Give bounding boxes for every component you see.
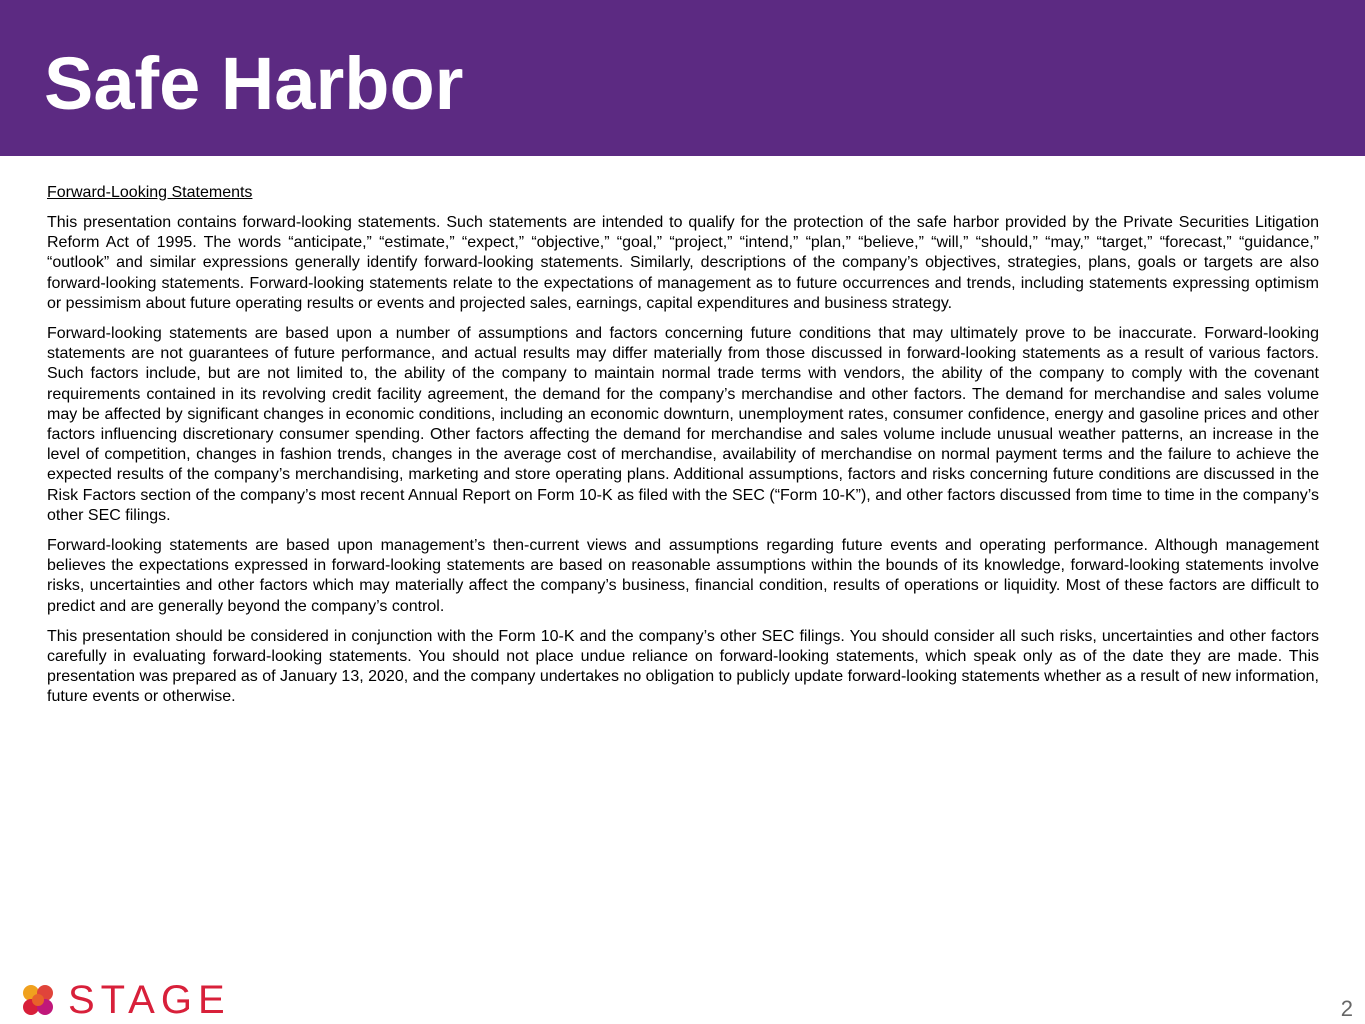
paragraph-2: Forward-looking statements are based upon a number of assumptions and factors concerning future conditions that may ultimately prove to be inaccurate. Forward-looking statements are not guarantees of future performance, and actual results may differ materially from those discussed in forward-looking statements as a result of various factors. Such factors include, but are not limited to, the ability of the company to maintain normal trade terms with vendors, the ability of the company to comply with the covenant requirements contained in its revolving credit facility agreement, the demand for the company’s merchandise and other factors. The demand for merchandise and sales volume may be affected by significant changes in economic conditions, including an economic downturn, unemployment rates, consumer confidence, energy and gasoline prices and other factors influencing discretionary consumer spending. Other factors affecting the demand for merchandise and sales volume include unusual weather patterns, an increase in the level of competition, changes in fashion trends, changes in the average cost of merchandise, availability of merchandise on normal payment terms and the failure to achieve the expected results of the company’s merchandising, marketing and store operating plans. Additional assumptions, factors and risks concerning future conditions are discussed in the Risk Factors section of the company’s most recent Annual Report on Form 10-K as filed with the SEC (“Form 10-K”), and other factors discussed from time to time in the company’s other SEC filings. — [47, 325, 1319, 524]
content-body — [47, 183, 1319, 718]
paragraph-3: Forward-looking statements are based upon management’s then-current views and assumptions regarding future events and operating performance. Although management believes the expectations expressed in forward-looking statements are based on reasonable assumptions within the bounds of its knowledge, forward-looking statements involve risks, uncertainties and other factors which may materially affect the company’s business, financial condition, results of operations or liquidity. Most of these factors are difficult to predict and are generally beyond the company’s control. — [47, 537, 1319, 615]
paragraph-1: This presentation contains forward-looking statements. Such statements are intended to qualify for the protection of the safe harbor provided by the Private Securities Litigation Reform Act of 1995. The words “anticipate,” “estimate,” “expect,” “objective,” “goal,” “project,” “intend,” “plan,” “believe,” “will,” “should,” “may,” “target,” “forecast,” “guidance,” “outlook” and similar expressions generally identify forward-looking statements. Similarly, descriptions of the company’s objectives, strategies, plans, goals or targets are also forward-looking statements. Forward-looking statements relate to the expectations of management as to future occurrences and trends, including statements expressing optimism or pessimism about future operating results or events and projected sales, earnings, capital expenditures and business strategy. — [47, 214, 1319, 312]
slide-title: Safe Harbor — [44, 42, 464, 125]
section-heading: Forward-Looking Statements — [47, 184, 253, 201]
page-number: 2 — [1340, 996, 1353, 1021]
paragraph-4: This presentation should be considered in conjunction with the Form 10-K and the company’s other SEC filings. You should consider all such risks, uncertainties and other factors carefully in evaluating forward-looking statements. You should not place undue reliance on forward-looking statements, which speak only as of the date they are made. This presentation was prepared as of January 13, 2020, and the company undertakes no obligation to publicly update forward-looking statements whether as a result of new information, future events or otherwise. — [47, 627, 1319, 706]
stage-logo — [20, 980, 231, 1020]
logo-wordmark: STAGE — [68, 978, 231, 1022]
header-bar — [0, 0, 1365, 156]
flower-logo-icon — [20, 982, 56, 1018]
